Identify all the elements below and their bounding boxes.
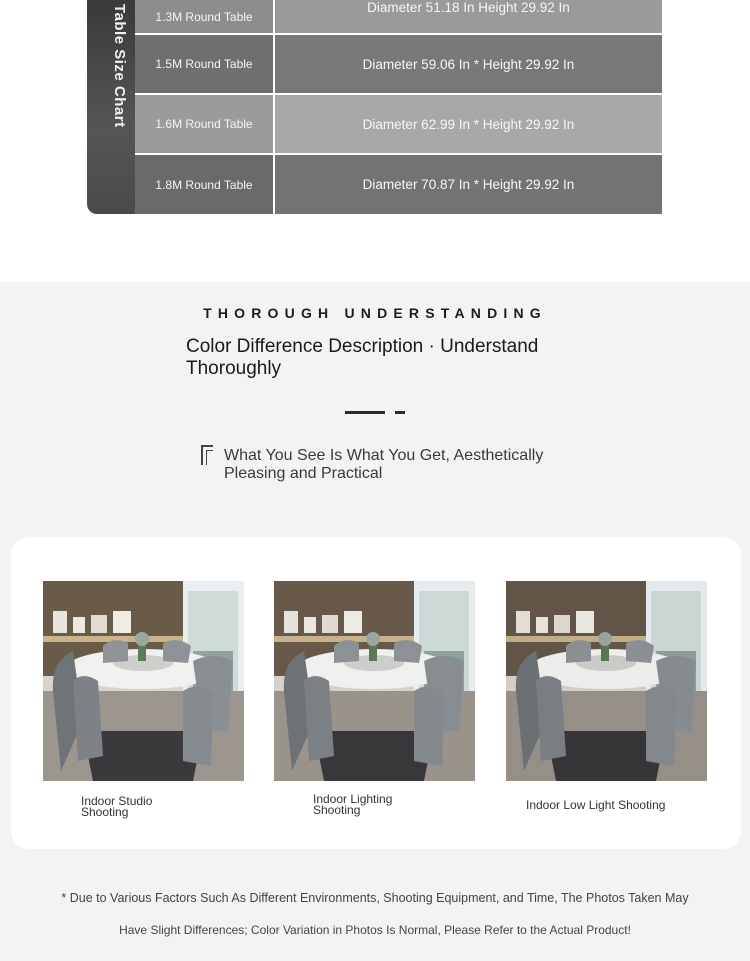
size-row-spec: Diameter 51.18 In Height 29.92 In: [275, 0, 662, 33]
disclaimer-line-2: Have Slight Differences; Color Variation in Photos Is Normal, Please Refer to the Actual Product!: [119, 923, 631, 937]
dining-room-photo: [274, 581, 475, 781]
size-row-spec: Diameter 59.06 In * Height 29.92 In: [275, 35, 662, 93]
decorative-divider-dot: [395, 411, 405, 414]
disclaimer-line-1: * Due to Various Factors Such As Different Environments, Shooting Equipment, and Time, The Photos Taken May: [61, 891, 689, 905]
section-headline: Color Difference Description · Understand Thoroughly: [186, 336, 539, 379]
decorative-divider: [345, 411, 385, 414]
size-row-1-6m: [135, 95, 662, 153]
dining-room-photo: [43, 581, 244, 781]
size-row-name: 1.8M Round Table: [135, 155, 275, 214]
photo-label: Indoor Studio Shooting: [81, 794, 153, 819]
size-chart: [87, 0, 662, 214]
dining-room-photo-art: [274, 581, 475, 781]
size-row-1-3m: [135, 0, 662, 33]
size-row-1-5m: [135, 35, 662, 93]
section-subline: What You See Is What You Get, Aesthetically Pleasing and Practical: [224, 447, 544, 482]
dining-room-photo: [506, 581, 707, 781]
dining-room-photo-art: [506, 581, 707, 781]
size-row-spec: Diameter 70.87 In * Height 29.92 In: [275, 155, 662, 214]
size-row-name: 1.3M Round Table: [135, 0, 275, 33]
photo-label: Indoor Lighting Shooting: [313, 792, 393, 817]
photo-comparison-card: [11, 537, 741, 849]
size-chart-spine: [87, 0, 135, 214]
size-row-name: 1.5M Round Table: [135, 35, 275, 93]
size-row-1-8m: [135, 155, 662, 214]
size-row-name: 1.6M Round Table: [135, 95, 275, 153]
color-difference-section: [0, 282, 750, 961]
dining-room-photo-art: [43, 581, 244, 781]
photo-label: Indoor Low Light Shooting: [526, 798, 666, 812]
size-chart-title: Table Size Chart: [111, 4, 128, 128]
section-eyebrow: THOROUGH UNDERSTANDING: [203, 305, 547, 321]
quote-bracket-icon: [201, 445, 213, 465]
size-row-spec: Diameter 62.99 In * Height 29.92 In: [275, 95, 662, 153]
